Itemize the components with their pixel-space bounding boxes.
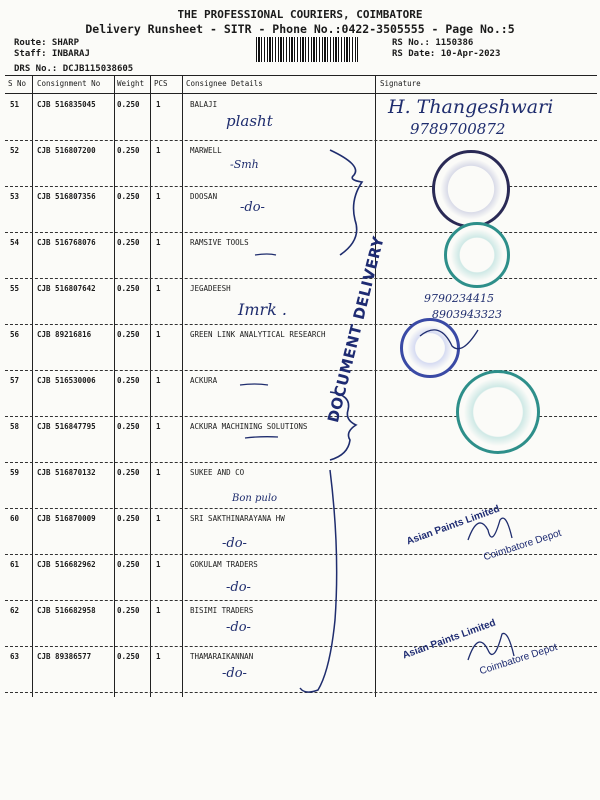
row-weight: 0.250 (117, 652, 140, 661)
row-weight: 0.250 (117, 468, 140, 477)
row-weight: 0.250 (117, 100, 140, 109)
row-pcs: 1 (156, 468, 161, 477)
row-pcs: 1 (156, 422, 161, 431)
row-pcs: 1 (156, 284, 161, 293)
row-pcs: 1 (156, 330, 161, 339)
row-sno: 54 (10, 238, 20, 247)
row-consignment: CJB 516807642 (37, 284, 96, 293)
handwritten-ditto: -do- (222, 666, 247, 681)
row-consignee: SRI SAKTHINARAYANA HW (190, 514, 285, 523)
row-weight: 0.250 (117, 238, 140, 247)
handwritten-note: plasht (226, 112, 273, 130)
underline-stroke (245, 437, 278, 438)
row-consignment: CJB 89386577 (37, 652, 92, 661)
col-header-weight: Weight (117, 79, 145, 88)
signature-scribble (468, 633, 514, 660)
row-sno: 63 (10, 652, 20, 661)
handwritten-note: Bon pulo (232, 493, 278, 504)
row-weight: 0.250 (117, 560, 140, 569)
row-consignee: ACKURA MACHINING SOLUTIONS (190, 422, 308, 431)
row-consignment: CJB 516870009 (37, 514, 96, 523)
row-weight: 0.250 (117, 192, 140, 201)
row-sno: 58 (10, 422, 20, 431)
handwritten-receiver-name: H. Thangeshwari (388, 96, 554, 118)
row-weight: 0.250 (117, 284, 140, 293)
row-pcs: 1 (156, 100, 161, 109)
handwritten-phone: 9790234415 (424, 292, 494, 305)
row-consignment: CJB 516870132 (37, 468, 96, 477)
row-weight: 0.250 (117, 514, 140, 523)
row-weight: 0.250 (117, 146, 140, 155)
row-consignee: GREEN LINK ANALYTICAL RESEARCH (190, 330, 326, 339)
handwritten-ditto: -do- (226, 580, 251, 595)
row-pcs: 1 (156, 146, 161, 155)
row-consignment: CJB 516807356 (37, 192, 96, 201)
row-consignment: CJB 516847795 (37, 422, 96, 431)
row-consignee: BISIMI TRADERS (190, 606, 254, 615)
row-sno: 55 (10, 284, 20, 293)
row-pcs: 1 (156, 376, 161, 385)
staff-label: Staff: INBARAJ (14, 49, 90, 59)
rs-number: RS No.: 1150386 (392, 38, 474, 48)
row-weight: 0.250 (117, 422, 140, 431)
row-pcs: 1 (156, 560, 161, 569)
row-sno: 60 (10, 514, 20, 523)
row-pcs: 1 (156, 514, 161, 523)
row-consignment: CJB 516768076 (37, 238, 96, 247)
row-sno: 62 (10, 606, 20, 615)
col-header-pcs: PCS (154, 79, 168, 88)
depot-stamp: Coimbatore Depot (478, 641, 559, 678)
route-label: Route: SHARP (14, 38, 80, 48)
row-sno: 57 (10, 376, 20, 385)
row-consignee: JEGADEESH (190, 284, 231, 293)
row-sno: 53 (10, 192, 20, 201)
company-title: THE PROFESSIONAL COURIERS, COIMBATORE (177, 8, 423, 21)
row-consignee: ACKURA (190, 376, 218, 385)
row-consignment: CJB 516530006 (37, 376, 96, 385)
signature-scribble (420, 330, 478, 349)
row-weight: 0.250 (117, 330, 140, 339)
handwritten-ditto: -do- (226, 620, 251, 635)
row-pcs: 1 (156, 606, 161, 615)
long-bracket-line (300, 470, 337, 692)
document-delivery-stamp: DOCUMENT DELIVERY (324, 234, 388, 425)
handwritten-receiver-phone: 9789700872 (410, 120, 506, 138)
row-weight: 0.250 (117, 606, 140, 615)
handwritten-ditto: -do- (222, 536, 247, 551)
row-consignment: CJB 516682962 (37, 560, 96, 569)
row-consignment: CJB 516682958 (37, 606, 96, 615)
row-sno: 56 (10, 330, 20, 339)
asian-paints-stamp: Asian Paints Limited (401, 617, 498, 662)
underline-stroke (255, 254, 276, 255)
col-header-signature: Signature (380, 79, 421, 88)
rs-date: RS Date: 10-Apr-2023 (392, 49, 501, 59)
asian-paints-stamp: Asian Paints Limited (405, 503, 502, 548)
row-sno: 51 (10, 100, 20, 109)
col-header-sno: S No (8, 79, 27, 88)
row-consignee: DOOSAN (190, 192, 218, 201)
delivery-bracket (330, 150, 362, 255)
row-consignee: GOKULAM TRADERS (190, 560, 258, 569)
row-consignee: THAMARAIKANNAN (190, 652, 254, 661)
col-header-consignment: Consignment No (37, 79, 101, 88)
handwritten-ditto: -do- (240, 200, 265, 215)
row-consignment: CJB 89216816 (37, 330, 92, 339)
row-sno: 52 (10, 146, 20, 155)
row-consignee: RAMSIVE TOOLS (190, 238, 249, 247)
runsheet-subtitle: Delivery Runsheet - SITR - Phone No.:0422-3505555 - Page No.:5 (85, 22, 515, 36)
underline-stroke (240, 384, 268, 385)
handwritten-note: Imrk . (238, 300, 288, 319)
row-sno: 59 (10, 468, 20, 477)
row-sno: 61 (10, 560, 20, 569)
row-consignment: CJB 516835045 (37, 100, 96, 109)
row-consignee: BALAJI (190, 100, 218, 109)
handwritten-phone: 8903943323 (432, 308, 502, 321)
col-header-consignee: Consignee Details (186, 79, 263, 88)
depot-stamp: Coimbatore Depot (482, 527, 563, 564)
row-pcs: 1 (156, 652, 161, 661)
row-consignee: MARWELL (190, 146, 222, 155)
row-weight: 0.250 (117, 376, 140, 385)
row-pcs: 1 (156, 238, 161, 247)
handwritten-note: -Smh (230, 158, 259, 171)
row-consignee: SUKEE AND CO (190, 468, 245, 477)
row-pcs: 1 (156, 192, 161, 201)
drs-number: DRS No.: DCJB115038605 (14, 64, 134, 74)
row-consignment: CJB 516807200 (37, 146, 96, 155)
